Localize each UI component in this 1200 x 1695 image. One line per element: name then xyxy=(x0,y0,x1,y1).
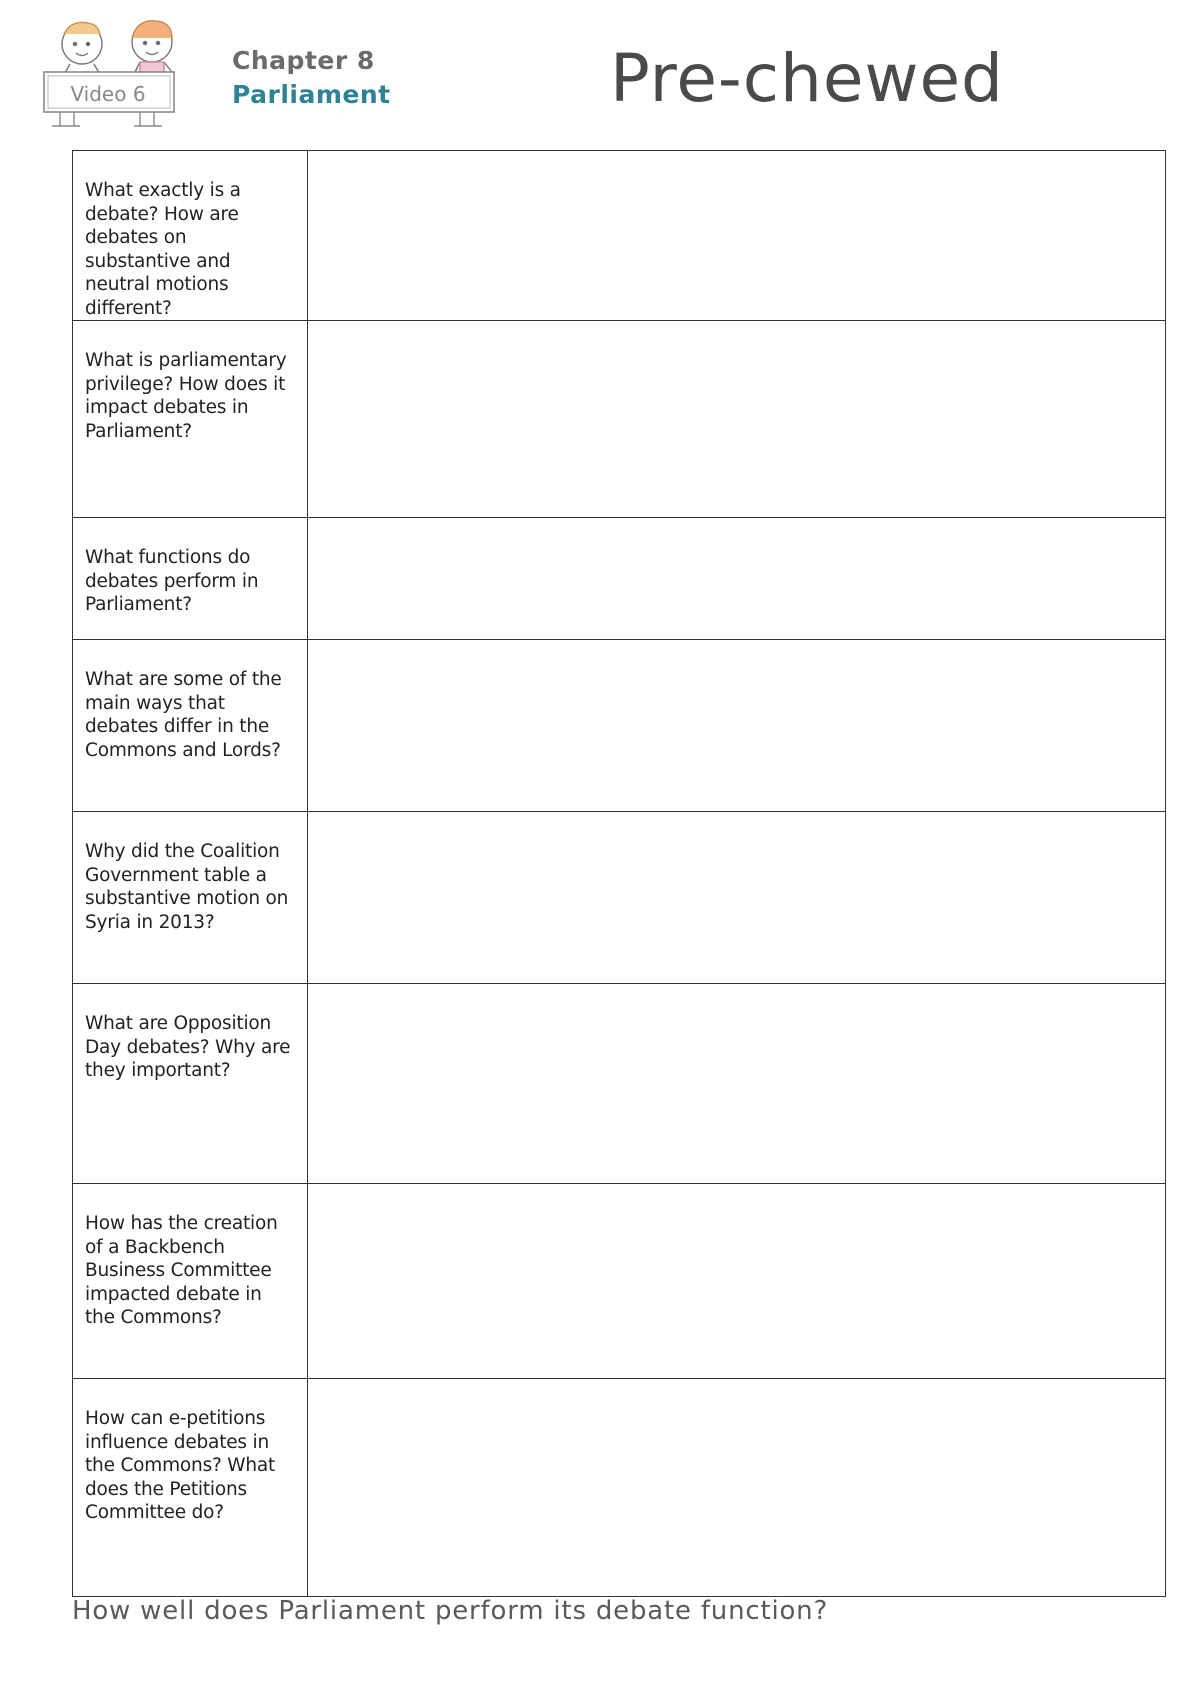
question-cell xyxy=(73,640,308,812)
logo-label: Video 6 xyxy=(70,82,146,106)
table-row xyxy=(73,518,1166,640)
question-text: What are some of the main ways that debates differ in the Commons and Lords? xyxy=(85,669,282,761)
table-row xyxy=(73,151,1166,321)
table-row xyxy=(73,984,1166,1184)
video-logo-icon xyxy=(40,16,200,140)
answer-cell[interactable] xyxy=(308,151,1166,321)
answer-cell[interactable] xyxy=(308,984,1166,1184)
table-row xyxy=(73,1184,1166,1379)
table-row xyxy=(73,1379,1166,1597)
answer-cell[interactable] xyxy=(308,812,1166,984)
table-row xyxy=(73,812,1166,984)
question-cell xyxy=(73,1184,308,1379)
summary-question: How well does Parliament perform its debate function? xyxy=(72,1596,829,1626)
answer-cell[interactable] xyxy=(308,1379,1166,1597)
question-text: How can e-petitions influence debates in the Commons? What does the Petitions Committee do? xyxy=(85,1408,276,1523)
question-text: Why did the Coalition Government table a substantive motion on Syria in 2013? xyxy=(85,841,289,933)
question-text: What functions do debates perform in Parliament? xyxy=(85,547,259,615)
question-table xyxy=(72,150,1166,1597)
page-title: Pre-chewed xyxy=(610,40,1004,117)
table-row xyxy=(73,321,1166,518)
question-cell xyxy=(73,984,308,1184)
table-row xyxy=(73,640,1166,812)
question-cell xyxy=(73,518,308,640)
question-cell xyxy=(73,1379,308,1597)
question-cell xyxy=(73,812,308,984)
question-cell xyxy=(73,321,308,518)
answer-cell[interactable] xyxy=(308,518,1166,640)
question-text: What are Opposition Day debates? Why are they important? xyxy=(85,1013,291,1081)
question-cell xyxy=(73,151,308,321)
question-text: How has the creation of a Backbench Business Committee impacted debate in the Commons? xyxy=(85,1213,278,1328)
page-header xyxy=(0,0,1200,150)
chapter-subtitle: Parliament xyxy=(232,80,391,109)
question-text: What is parliamentary privilege? How does it impact debates in Parliament? xyxy=(85,350,287,442)
question-text: What exactly is a debate? How are debates on substantive and neutral motions different? xyxy=(85,180,241,319)
answer-cell[interactable] xyxy=(308,1184,1166,1379)
answer-cell[interactable] xyxy=(308,321,1166,518)
chapter-label: Chapter 8 xyxy=(232,46,375,75)
answer-cell[interactable] xyxy=(308,640,1166,812)
